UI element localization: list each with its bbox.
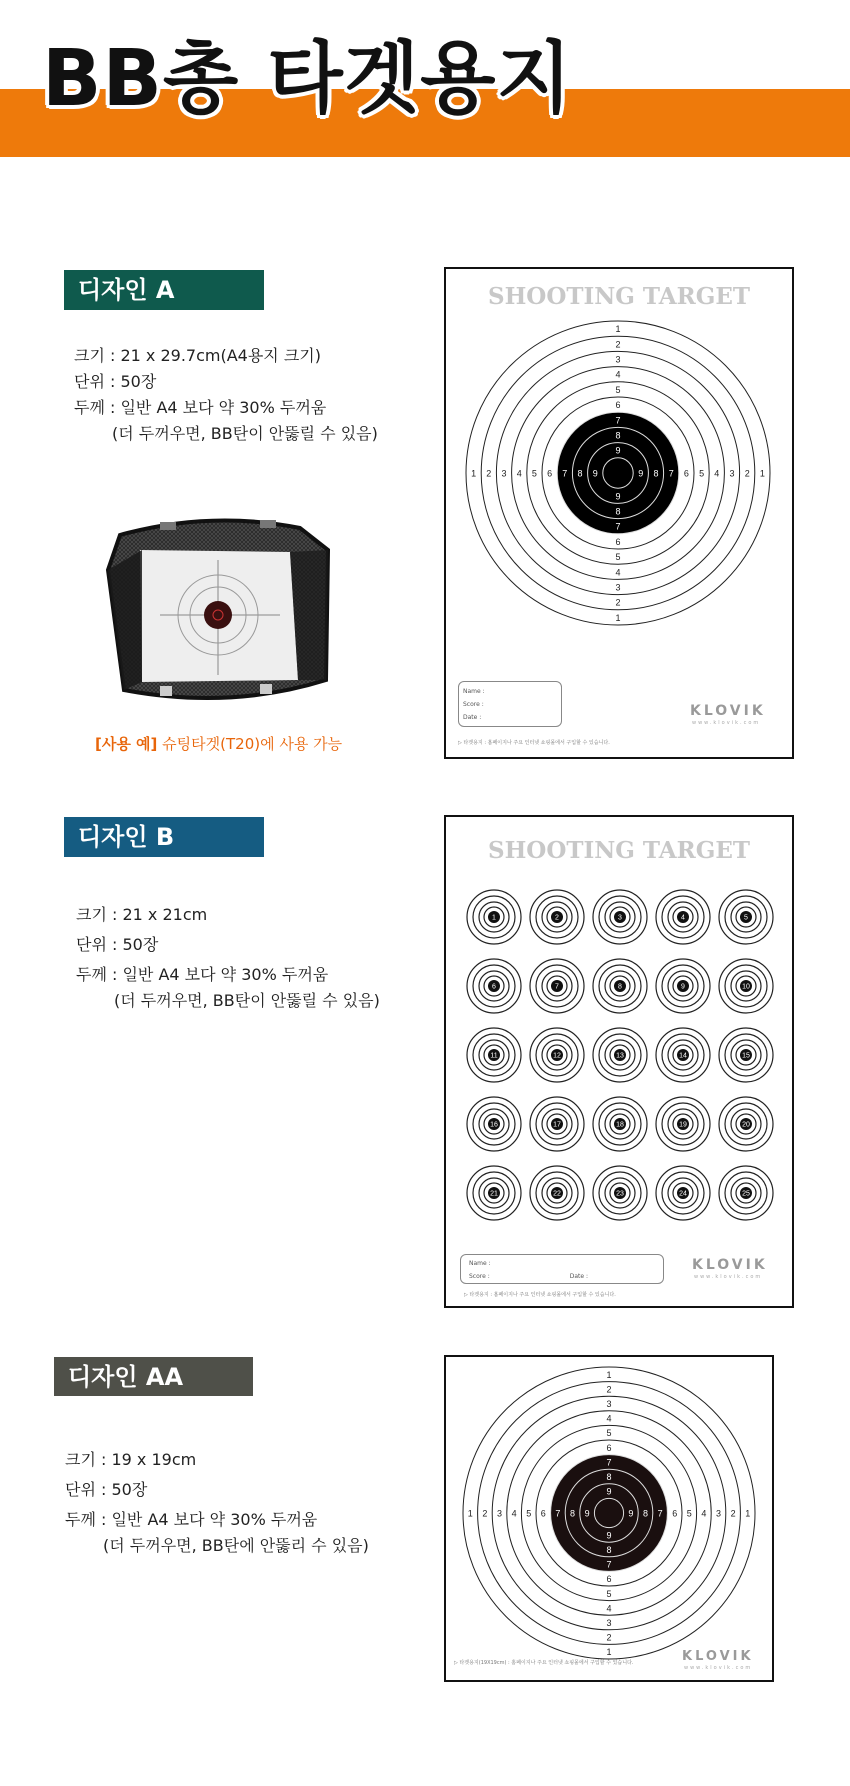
ring-number: 2 — [606, 1632, 612, 1643]
footnote: ▷ 타겟용지 : 홈페이지나 주요 인터넷 쇼핑몰에서 구입할 수 있습니다. — [458, 740, 610, 746]
spec-thickness-note: (더 두꺼우면, BB탄에 안뚫리 수 있음) — [103, 1536, 369, 1555]
ring-number: 5 — [606, 1588, 612, 1599]
ring-number: 1 — [615, 324, 621, 335]
ring-number: 9 — [615, 491, 621, 502]
spec-thickness: 두께 : 일반 A4 보다 약 30% 두꺼움 — [74, 398, 327, 417]
ring-number: 3 — [615, 354, 621, 365]
mini-target-number: 6 — [492, 983, 496, 991]
target-cage-photo — [100, 510, 336, 710]
score-form — [458, 681, 562, 727]
ring-number: 9 — [592, 468, 598, 479]
footnote: ▷ 타겟용지(19X19cm) : 홈페이지나 주요 인터넷 쇼핑몰에서 구입할 수 있습니다. — [454, 1660, 634, 1666]
form-name: Name : — [463, 688, 485, 695]
ring-number: 2 — [730, 1508, 736, 1519]
ring-number: 7 — [606, 1457, 612, 1468]
ring-number: 4 — [615, 567, 621, 578]
ring-number: 3 — [729, 468, 735, 479]
design-b-specs — [76, 900, 380, 1012]
brand-url: www.klovik.com — [694, 1274, 763, 1280]
ring-number: 6 — [615, 400, 621, 411]
ring-number: 9 — [638, 468, 644, 479]
ring-number: 5 — [606, 1428, 612, 1439]
ring-number: 5 — [699, 468, 705, 479]
design-b-target-sheet — [444, 815, 794, 1308]
ring-number: 7 — [606, 1559, 612, 1570]
mini-target-number: 13 — [616, 1052, 624, 1060]
ring-number: 4 — [511, 1508, 517, 1519]
spec-thickness: 두께 : 일반 A4 보다 약 30% 두꺼움 — [65, 1510, 318, 1529]
ring-target-aa — [446, 1357, 772, 1680]
ring-number: 3 — [606, 1399, 612, 1409]
ring-number: 9 — [615, 445, 621, 456]
ring-number: 5 — [615, 552, 621, 563]
ring-number: 6 — [540, 1508, 546, 1519]
ring-number: 7 — [615, 415, 621, 426]
ring-number: 3 — [606, 1618, 612, 1628]
ring-number: 2 — [606, 1384, 612, 1395]
spec-thickness-note: (더 두꺼우면, BB탄이 안뚫릴 수 있음) — [112, 424, 378, 443]
mini-target-number: 5 — [744, 914, 748, 922]
ring-number: 7 — [615, 521, 621, 532]
mini-target-number: 9 — [681, 983, 685, 991]
mini-target-number: 3 — [618, 914, 622, 922]
ring-number: 8 — [606, 1472, 612, 1482]
score-form — [460, 1254, 664, 1284]
mini-target-number: 17 — [553, 1121, 561, 1129]
ring-number: 4 — [606, 1603, 612, 1614]
mini-target-number: 19 — [679, 1121, 687, 1129]
ring-number: 6 — [547, 468, 553, 479]
spec-size: 크기 : 21 x 29.7cm(A4용지 크기) — [74, 346, 322, 365]
mini-target-number: 15 — [742, 1052, 750, 1060]
mini-target-number: 14 — [679, 1052, 687, 1060]
spec-unit: 단위 : 50장 — [76, 935, 159, 954]
ring-number: 9 — [584, 1508, 590, 1519]
ring-number: 3 — [496, 1508, 503, 1519]
mini-target-number: 23 — [616, 1190, 624, 1198]
ring-number: 9 — [606, 1530, 612, 1541]
mini-target-number: 1 — [492, 914, 496, 922]
mini-target-number: 22 — [553, 1190, 561, 1198]
ring-number: 3 — [615, 582, 621, 593]
ring-number: 8 — [615, 506, 621, 517]
form-date: Date : — [569, 1273, 589, 1280]
brand-logo: KLOVIK — [690, 703, 766, 719]
design-b-tag: 디자인 B — [64, 817, 264, 857]
ring-number: 8 — [653, 468, 659, 479]
ring-number: 4 — [615, 369, 621, 380]
ring-number: 2 — [744, 468, 750, 479]
ring-number: 2 — [615, 339, 621, 350]
brand-logo: KLOVIK — [692, 1257, 768, 1273]
ring-number: 2 — [486, 468, 492, 479]
mini-target-number: 2 — [555, 914, 559, 922]
ring-number: 1 — [606, 1647, 612, 1658]
ring-number: 8 — [642, 1508, 649, 1519]
spec-size: 크기 : 19 x 19cm — [65, 1450, 197, 1469]
design-a-target-sheet — [444, 267, 794, 759]
design-a-specs — [74, 343, 378, 447]
ring-number: 1 — [615, 612, 621, 623]
spec-unit: 단위 : 50장 — [65, 1480, 148, 1499]
mini-target-number: 12 — [553, 1052, 561, 1060]
usage-label: [사용 예] — [95, 735, 158, 753]
design-a-tag: 디자인 A — [64, 270, 264, 310]
page-title: BB총 타겟용지 — [42, 34, 573, 124]
ring-number: 8 — [569, 1508, 576, 1519]
ring-number: 7 — [668, 468, 674, 479]
ring-number: 4 — [714, 468, 720, 479]
ring-number: 2 — [482, 1508, 488, 1519]
mini-target-number: 20 — [742, 1121, 750, 1129]
ring-number: 9 — [606, 1486, 612, 1497]
ring-number: 1 — [759, 468, 765, 479]
mini-target-number: 18 — [616, 1121, 624, 1129]
spec-thickness: 두께 : 일반 A4 보다 약 30% 두꺼움 — [76, 965, 329, 984]
mini-target-number: 11 — [490, 1052, 498, 1060]
ring-number: 2 — [615, 597, 621, 608]
multi-target-grid — [446, 817, 792, 1306]
ring-number: 1 — [745, 1508, 751, 1519]
ring-number: 6 — [606, 1442, 612, 1453]
mini-target-number: 25 — [742, 1190, 750, 1198]
mini-target-number: 16 — [490, 1121, 498, 1129]
form-date: Date : — [463, 714, 482, 721]
usage-text: 슈팅타겟(T20)에 사용 가능 — [157, 735, 343, 753]
design-aa-target-sheet — [444, 1355, 774, 1682]
sheet-heading: SHOOTING TARGET — [487, 837, 751, 864]
spec-unit: 단위 : 50장 — [74, 372, 157, 391]
ring-number: 8 — [577, 468, 583, 479]
ring-number: 5 — [615, 384, 621, 395]
ring-number: 9 — [628, 1508, 634, 1519]
footnote: ▷ 타겟용지 : 홈페이지나 주요 인터넷 쇼핑몰에서 구입할 수 있습니다. — [464, 1292, 616, 1298]
mini-target-number: 24 — [679, 1190, 687, 1198]
ring-number: 8 — [615, 430, 621, 441]
mini-target-number: 21 — [490, 1190, 498, 1198]
ring-number: 3 — [501, 468, 507, 479]
ring-number: 5 — [686, 1508, 692, 1519]
form-score: Score : — [469, 1273, 490, 1280]
mini-target-number: 4 — [681, 914, 685, 922]
ring-number: 5 — [526, 1508, 532, 1519]
ring-number: 7 — [555, 1508, 561, 1519]
ring-number: 4 — [701, 1508, 707, 1519]
ring-number: 3 — [715, 1508, 722, 1519]
ring-number: 4 — [606, 1413, 612, 1424]
spec-size: 크기 : 21 x 21cm — [76, 905, 208, 924]
form-score: Score : — [463, 701, 484, 708]
mini-target-number: 8 — [618, 983, 622, 991]
spec-thickness-note: (더 두꺼우면, BB탄이 안뚫릴 수 있음) — [114, 991, 380, 1010]
brand-logo: KLOVIK — [682, 1649, 754, 1664]
design-aa-specs — [65, 1445, 369, 1557]
ring-number: 5 — [531, 468, 537, 479]
ring-number: 6 — [683, 468, 689, 479]
design-aa-tag: 디자인 AA — [54, 1357, 253, 1396]
ring-number: 8 — [606, 1545, 612, 1555]
ring-number: 1 — [467, 1508, 473, 1519]
sheet-heading: SHOOTING TARGET — [487, 283, 751, 310]
ring-number: 7 — [657, 1508, 663, 1519]
ring-number: 6 — [606, 1574, 612, 1585]
brand-url: www.klovik.com — [684, 1665, 753, 1671]
ring-number: 4 — [516, 468, 522, 479]
ring-number: 1 — [606, 1369, 612, 1380]
mini-target-number: 10 — [742, 983, 750, 991]
form-name: Name : — [469, 1260, 491, 1267]
mini-target-number: 7 — [555, 983, 559, 991]
ring-number: 1 — [471, 468, 477, 479]
usage-caption — [95, 733, 342, 754]
ring-number: 6 — [672, 1508, 678, 1519]
ring-number: 7 — [562, 468, 568, 479]
ring-number: 6 — [615, 536, 621, 547]
brand-url: www.klovik.com — [692, 720, 761, 726]
